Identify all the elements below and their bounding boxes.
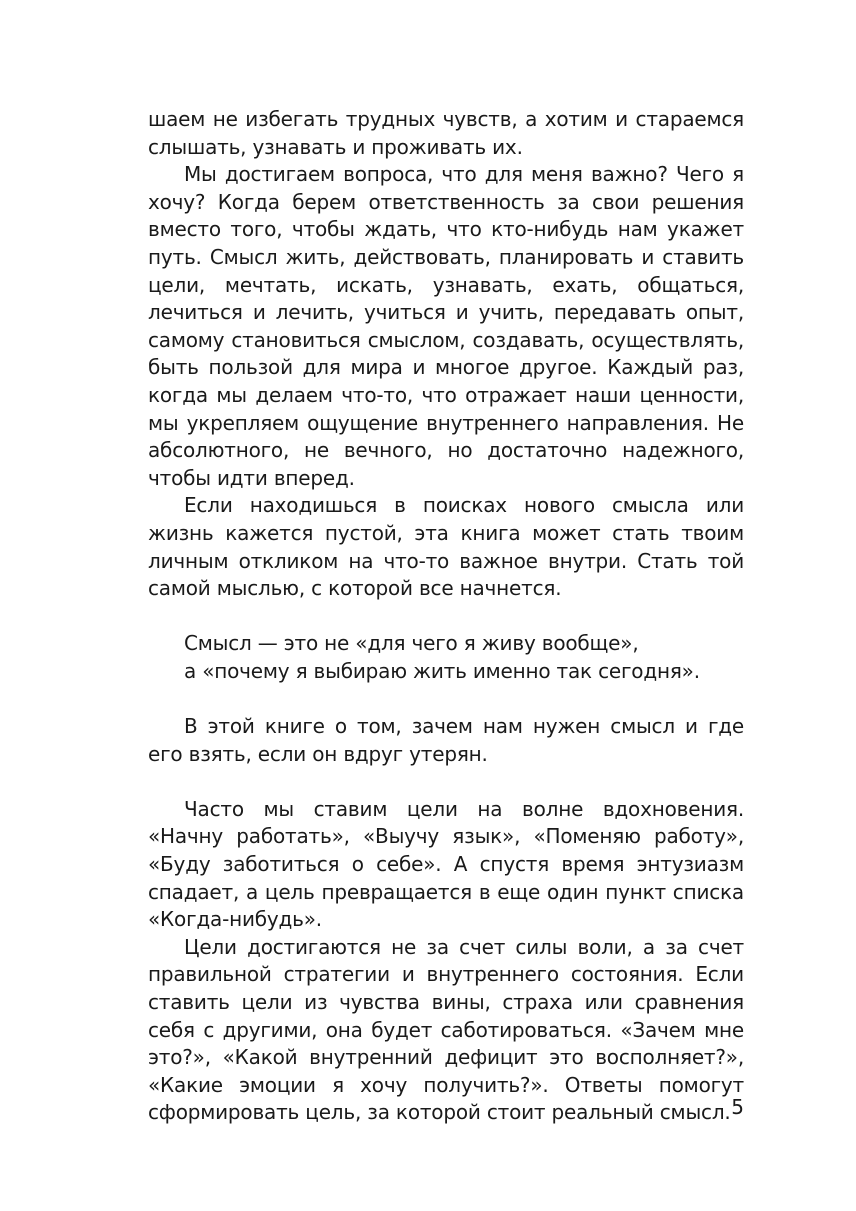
paragraph-goals-strategy: Цели достигаются не за счет силы воли, а за счет правильной стратегии и внутреннего состояния. Если ставить цели из чувства вины, страха или сравнения себя с другими, она будет саботироваться. «Зачем мне это?», «Какой внутренний дефицит это восполняет?», «Какие эмоции я хочу получить?». Ответы помогут сформировать цель, за которой стоит реальный смысл. (148, 934, 744, 1125)
paragraph-book-about: В этой книге о том, зачем нам нужен смысл и где его взять, если он вдруг утерян. (148, 714, 744, 766)
quote-line-1: Смысл — это не «для чего я живу вообще», (184, 631, 639, 656)
paragraph-continuation: шаем не избегать трудных чувств, а хотим и стараемся слышать, узнавать и проживать их. (148, 107, 744, 159)
body-text (148, 106, 744, 1127)
quote-line-2: а «почему я выбираю жить именно так сегодня». (184, 658, 700, 683)
paragraph-goals-inspiration: Часто мы ставим цели на волне вдохновения. «Начну работать», «Выучу язык», «Поменяю работу», «Буду заботиться о себе». А спустя время энтузиазм спадает, а цель превращается в еще один пункт списка «Когда-нибудь». (148, 796, 744, 932)
paragraph-book-purpose: Если находишься в поисках нового смысла или жизнь кажется пустой, эта книга может стать твоим личным откликом на что-то важное внутри. Стать той самой мыслью, с которой все начнется. (148, 493, 744, 601)
meaning-quote (148, 630, 744, 685)
page-number: 5 (731, 1095, 744, 1119)
paragraph-values: Мы достигаем вопроса, что для меня важно? Чего я хочу? Когда берем ответственность за свои решения вместо того, чтобы ждать, что кто-нибудь нам укажет путь. Смысл жить, действовать, планировать и ставить цели, мечтать, искать, узнавать, ехать, общаться, лечиться и лечить, учиться и учить, передавать опыт, самому становиться смыслом, создавать, осуществлять, быть пользой для мира и многое другое. Каждый раз, когда мы делаем что-то, что отражает наши ценности, мы укрепляем ощущение внутреннего направления. Не абсолютного, не вечного, но достаточно надежного, чтобы идти вперед. (148, 162, 744, 490)
